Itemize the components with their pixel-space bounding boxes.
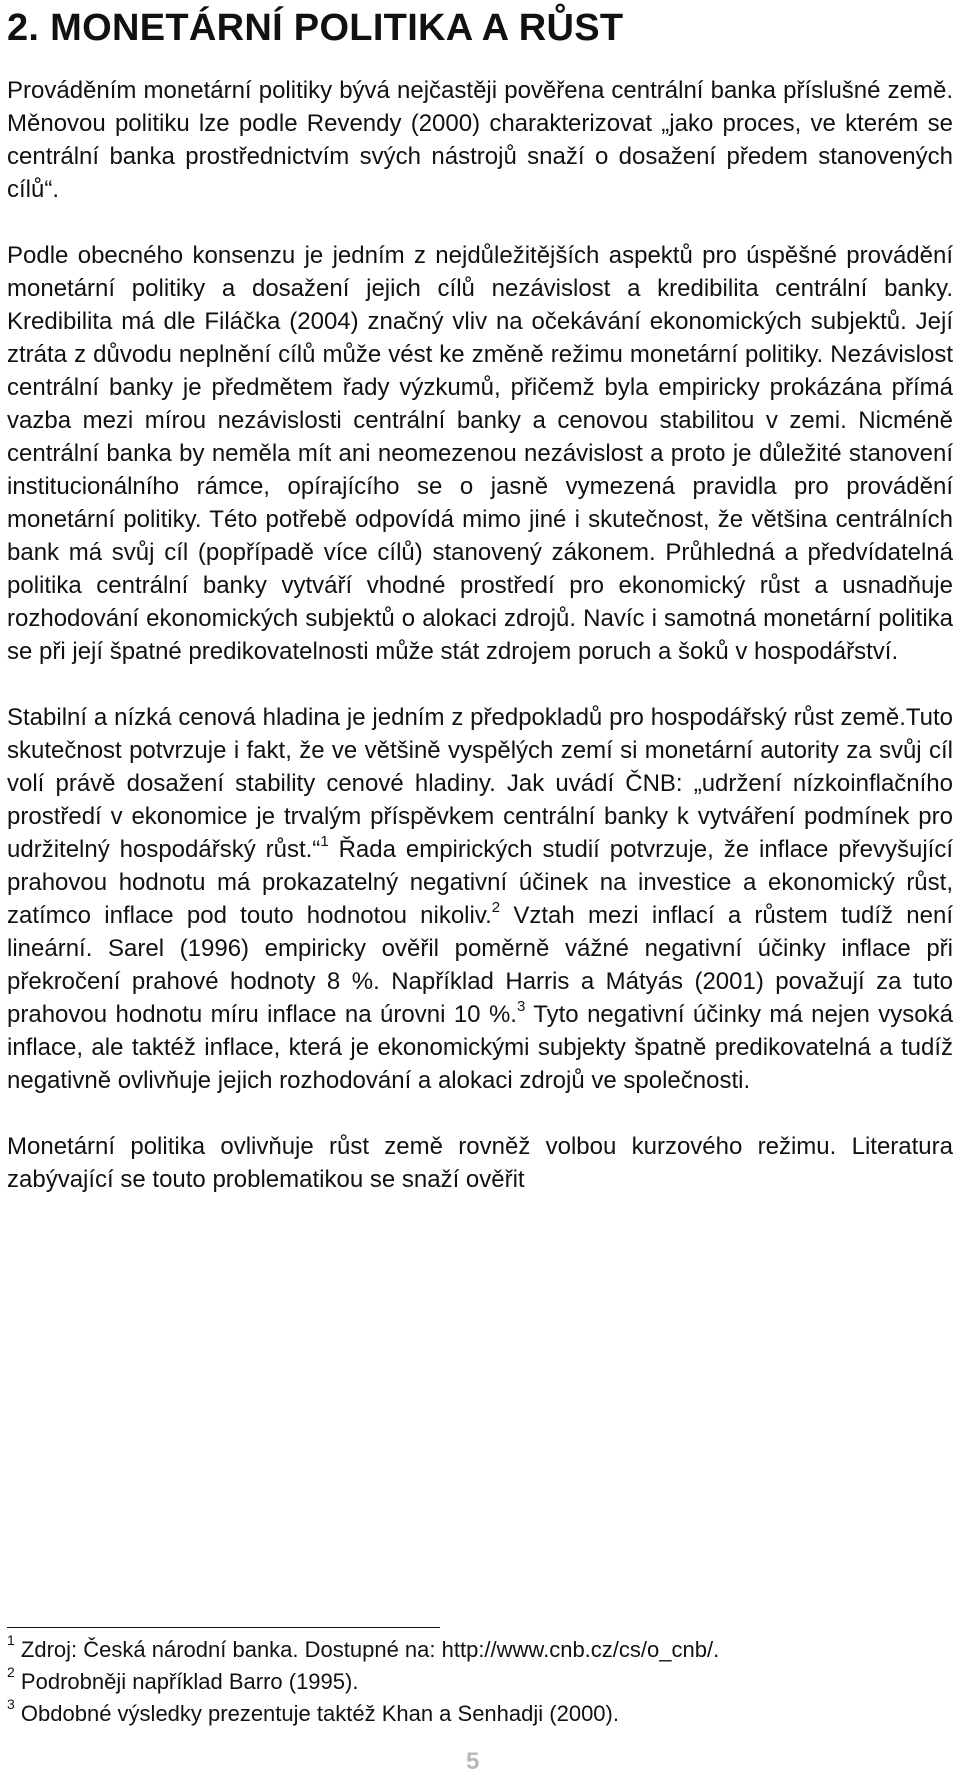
footnote-number: 1 (7, 1632, 15, 1648)
paragraph-3-text-b: Řada empirických studií potvrzuje, že inflace převyšující prahovou hodnotu má prokazatelný negativní účinek na investice a ekonomický růst, zatímco inflace pod touto hodnotou nikoliv. (7, 836, 954, 929)
footnote-number: 2 (7, 1664, 15, 1680)
chapter-heading: 2. MONETÁRNÍ POLITIKA A RŮST (7, 7, 624, 49)
paragraph-3-text-d: Tyto negativní účinky má nejen vysoká inflace, ale taktéž inflace, která je ekonomickými subjekty špatně predikovatelná a tudíž negativně ovlivňuje jejich rozhodování a alokaci zdrojů ve společnosti. (7, 1001, 953, 1094)
paragraph-1-text: Prováděním monetární politiky bývá nejčastěji pověřena centrální banka příslušné země. Měnovou politiku lze podle Revendy (2000) charakterizovat „jako proces, ve kterém se centrální banka prostřednictvím svých nástrojů snaží o dosažení předem stanovených cílů“. (7, 77, 953, 203)
paragraph-3-text-c: Vztah mezi inflací a růstem tudíž není lineární. Sarel (1996) empiricky ověřil poměrně vážné negativní účinky inflace při překročení prahové hodnoty 8 %. Například Harris a Mátyás (2001) považují za tuto prahovou hodnotu míru inflace na úrovni 10 %. (7, 902, 954, 1028)
footnote-3 (7, 1698, 953, 1730)
footnote-ref-3[interactable]: 3 (516, 998, 526, 1015)
paragraph-3-text-a: Stabilní a nízká cenová hladina je jedním z předpokladů pro hospodářský růst země.Tuto skutečnost potvrzuje i fakt, že ve většině vyspělých zemí si monetární autority za svůj cíl volí právě dosažení stability cenové hladiny. Jak uvádí ČNB: „udržení nízkoinflačního prostředí v ekonomice je trvalým příspěvkem centrální banky k vytváření podmínek pro udržitelný hospodářský růst.“ (7, 704, 953, 863)
footnote-2 (7, 1666, 953, 1698)
footnote-text: Podrobněji například Barro (1995). (20, 1669, 359, 1694)
paragraph-3 (7, 701, 953, 1097)
footnote-text: Obdobné výsledky prezentuje taktéž Khan a Senhadji (2000). (20, 1701, 619, 1726)
footnote-separator (7, 1627, 440, 1628)
paragraph-2-text: Podle obecného konsenzu je jedním z nejdůležitějších aspektů pro úspěšné provádění monetární politiky a dosažení jejich cílů nezávislost a kredibilita centrální banky. Kredibilita má dle Filáčka (2004) značný vliv na očekávání ekonomických subjektů. Její ztráta z důvodu neplnění cílů může vést ke změně režimu monetární politiky. Nezávislost centrální banky je předmětem řady výzkumů, přičemž byla empiricky prokázána přímá vazba mezi mírou nezávislosti centrální banky a cenovou stabilitou v zemi. Nicméně centrální banka by neměla mít ani neomezenou nezávislost a proto je důležité stanovení institucionálního rámce, opírajícího se o jasně vymezená pravidla pro provádění monetární politiky. Této potřebě odpovídá mimo jiné i skutečnost, že většina centrálních bank má svůj cíl (popřípadě více cílů) stanovený zákonem. Průhledná a předvídatelná politika centrální banky vytváří vhodné prostředí pro ekonomický růst a usnadňuje rozhodování ekonomických subjektů o alokaci zdrojů. Navíc i samotná monetární politika se při její špatné predikovatelnosti může stát zdrojem poruch a šoků v hospodářství. (7, 242, 953, 665)
paragraph-4 (7, 1130, 953, 1196)
paragraph-1 (7, 74, 953, 206)
footnote-text: Zdroj: Česká národní banka. Dostupné na: http://www.cnb.cz/cs/o_cnb/. (20, 1637, 720, 1662)
footnotes (7, 1634, 953, 1730)
footnote-ref-1[interactable]: 1 (320, 833, 329, 850)
page-number: 5 (466, 1748, 480, 1775)
document-page (7, 0, 953, 1196)
footnote-ref-2[interactable]: 2 (491, 899, 501, 916)
paragraph-4-text: Monetární politika ovlivňuje růst země rovněž volbou kurzového režimu. Literatura zabývající se touto problematikou se snaží ověřit (7, 1133, 953, 1193)
footnote-1 (7, 1634, 953, 1666)
paragraph-2 (7, 239, 953, 668)
footnote-number: 3 (7, 1696, 15, 1712)
